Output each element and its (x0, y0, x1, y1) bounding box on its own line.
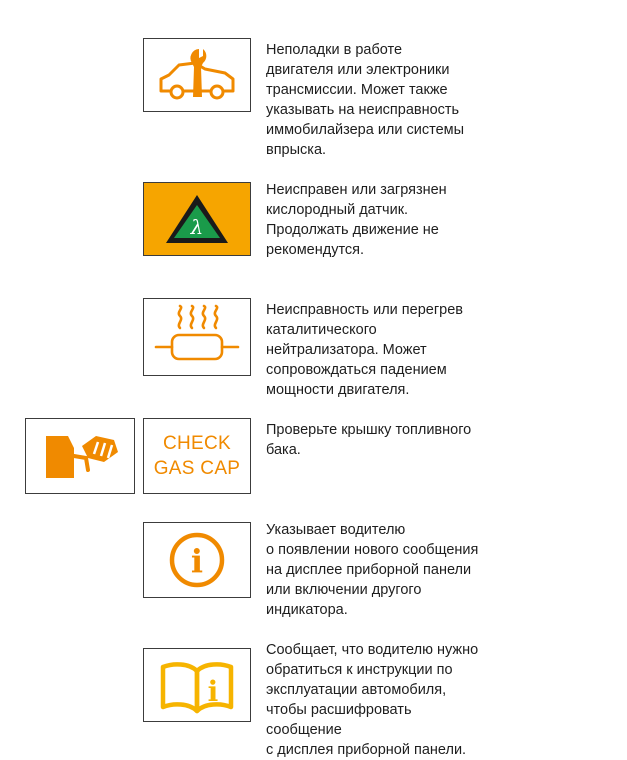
description-line: бака. (266, 442, 301, 458)
description-line: о появлении нового сообщения (266, 542, 479, 558)
description-line: чтобы расшифровать (266, 702, 412, 718)
indicator-description-engine (266, 40, 566, 160)
description-line: Неполадки в работе (266, 42, 403, 58)
description-line: или включении другого (266, 582, 422, 598)
indicator-box-fuel-cap-symbol (25, 418, 135, 494)
description-line: двигателя или электроники (266, 62, 450, 78)
description-line: рекомендутся. (266, 242, 365, 258)
indicator-description-fuel-cap (266, 420, 566, 460)
description-line: иммобилайзера или системы (266, 122, 465, 138)
description-line: Проверьте крышку топливного (266, 422, 472, 438)
description-line: Сообщает, что водителю нужно (266, 642, 479, 658)
manual-book-icon (155, 655, 239, 715)
description-line: Указывает водителю (266, 522, 406, 538)
description-line: Продолжать движение не (266, 222, 439, 238)
fuel-cap-icon (38, 426, 122, 486)
check-gas-cap-label-line1: CHECK (162, 433, 231, 454)
description-line: трансмиссии. Может также (266, 82, 448, 98)
description-line: обратиться к инструкции по (266, 662, 453, 678)
description-line: мощности двигателя. (266, 382, 410, 398)
check-gas-cap-label-line2: GAS CAP (153, 458, 241, 479)
description-line: Неисправен или загрязнен (266, 182, 447, 198)
indicator-box-manual (143, 648, 251, 722)
description-line: на дисплее приборной панели (266, 562, 472, 578)
indicator-description-oxygen-sensor (266, 180, 566, 260)
catalytic-converter-icon (152, 304, 242, 370)
description-line: кислородный датчик. (266, 202, 409, 218)
svg-text:λ: λ (190, 215, 204, 239)
indicator-description-catalytic (266, 300, 566, 400)
indicator-description-manual (266, 640, 566, 760)
description-line: эксплуатации автомобиля, (266, 682, 447, 698)
car-wrench-icon (155, 45, 239, 105)
lambda-warning-icon (162, 191, 232, 247)
description-line: сопровождаться падением (266, 362, 447, 378)
description-line: впрыска. (266, 142, 327, 158)
check-gas-cap-icon (154, 431, 241, 481)
description-line: индикатора. (266, 602, 348, 618)
indicator-box-info (143, 522, 251, 598)
manual-book-icon-glyph: i (207, 675, 219, 708)
description-line: нейтрализатора. Может (266, 342, 427, 358)
indicator-box-oxygen-sensor (143, 182, 251, 256)
indicator-box-engine (143, 38, 251, 112)
description-line: Неисправность или перегрев (266, 302, 463, 318)
description-line: сообщение (266, 722, 342, 738)
description-line: с дисплея приборной панели. (266, 742, 467, 758)
indicator-box-check-gas-cap (143, 418, 251, 494)
indicator-description-info (266, 520, 566, 620)
description-line: указывать на неисправность (266, 102, 460, 118)
info-icon (165, 528, 229, 592)
info-icon-glyph: i (190, 542, 204, 580)
indicator-box-catalytic (143, 298, 251, 376)
description-line: каталитического (266, 322, 377, 338)
